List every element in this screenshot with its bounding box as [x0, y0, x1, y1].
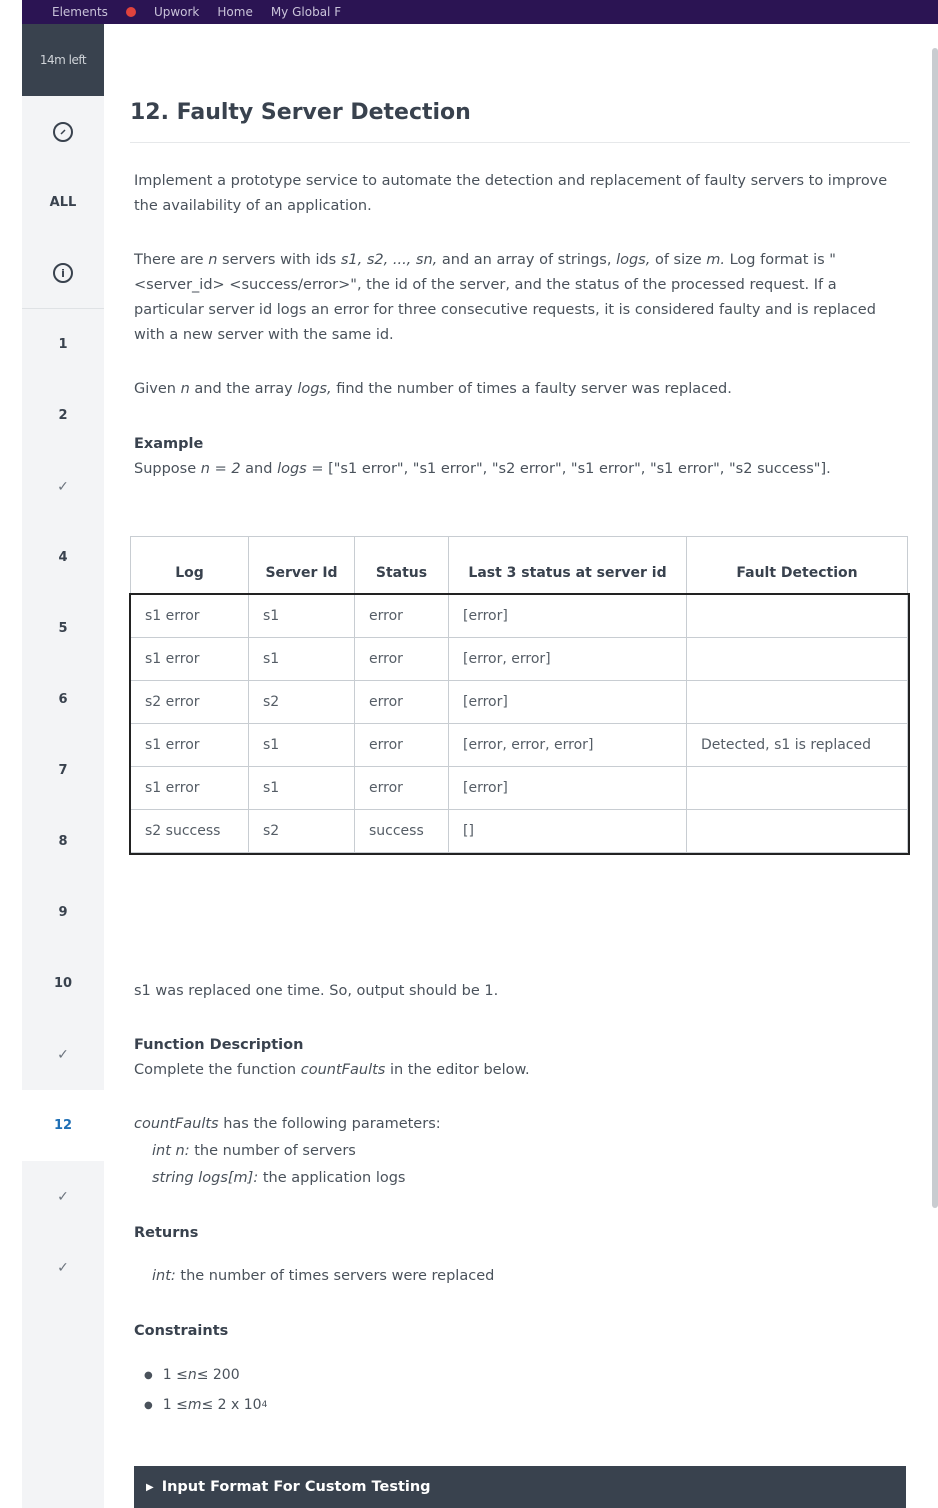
table-row	[131, 681, 908, 724]
example-heading: Example	[134, 436, 204, 452]
table-cell: s2	[249, 810, 355, 853]
question-number-item[interactable]: 5	[58, 621, 68, 636]
column-header: Log	[131, 537, 249, 595]
table-cell	[687, 767, 908, 810]
table-cell: s1 error	[131, 724, 249, 767]
table-cell	[687, 638, 908, 681]
table-cell: error	[355, 638, 449, 681]
table-cell	[687, 681, 908, 724]
question-list	[22, 309, 104, 1303]
table-cell: s1	[249, 595, 355, 638]
table-cell: s1 error	[131, 595, 249, 638]
table-cell: [error, error]	[449, 638, 687, 681]
constraint-m: ● 1 ≤ m ≤ 2 x 10 4	[144, 1397, 268, 1413]
info-icon[interactable]: i	[22, 238, 104, 309]
parameters-intro: countFaults has the following parameters:	[134, 1116, 441, 1132]
table-cell: Detected, s1 is replaced	[687, 724, 908, 767]
question-number-item[interactable]: 9	[58, 905, 68, 920]
problem-scrollbar[interactable]	[932, 48, 938, 1208]
table-cell: s1 error	[131, 767, 249, 810]
constraint-n: ● 1 ≤ n ≤ 200	[144, 1367, 240, 1383]
column-header: Fault Detection	[687, 537, 908, 595]
table-row	[131, 810, 908, 853]
bookmark-red-icon	[126, 7, 136, 17]
column-header: Status	[355, 537, 449, 595]
question-number-item[interactable]: 8	[58, 834, 68, 849]
function-description-heading: Function Description	[134, 1037, 304, 1053]
column-header: Server Id	[249, 537, 355, 595]
table-cell: [error, error, error]	[449, 724, 687, 767]
accordion-label: Input Format For Custom Testing	[161, 1479, 431, 1495]
table-body	[131, 595, 908, 853]
returns-heading: Returns	[134, 1225, 199, 1241]
table-cell	[687, 810, 908, 853]
bookmark-global[interactable]: My Global F	[270, 5, 342, 19]
table-cell: s1	[249, 724, 355, 767]
question-number-item[interactable]: 12	[22, 1090, 104, 1161]
table-cell	[687, 595, 908, 638]
bookmark-home[interactable]: Home	[217, 5, 253, 19]
servers-paragraph: There are n servers with ids s1, s2, ..., sn, and an array of strings, logs, of size m. Log format is "<server_id> <success/error>", the id of the server, and the status of the processed request. If a particular server id logs an error for three consecutive requests, it is considered faulty and is replaced with a new server with the same id.	[134, 252, 876, 343]
page-title: 12. Faulty Server Detection	[130, 100, 471, 125]
title-divider	[130, 142, 910, 143]
parameter-logs: string logs[m]: the application logs	[152, 1170, 406, 1186]
parameter-n: int n: the number of servers	[152, 1143, 356, 1159]
table-cell: s2 success	[131, 810, 249, 853]
question-number-item[interactable]: 7	[58, 763, 68, 778]
input-format-accordion[interactable]	[134, 1466, 906, 1508]
bookmark-elements[interactable]: Elements	[52, 5, 108, 19]
table-cell: error	[355, 767, 449, 810]
table-cell: s2	[249, 681, 355, 724]
question-number-item[interactable]: 4	[58, 550, 68, 565]
table-cell: error	[355, 681, 449, 724]
bookmark-upwork[interactable]: Upwork	[153, 5, 200, 19]
table-cell: []	[449, 810, 687, 853]
question-completed-check[interactable]: ✓	[57, 1259, 69, 1276]
table-cell: s1	[249, 638, 355, 681]
compass-icon[interactable]	[22, 96, 104, 167]
constraints-heading: Constraints	[134, 1323, 229, 1339]
all-questions-button[interactable]: ALL	[49, 195, 77, 210]
function-description-text: Complete the function countFaults in the editor below.	[134, 1062, 530, 1078]
table-cell: s1	[249, 767, 355, 810]
problem-panel	[104, 24, 938, 1508]
question-completed-check[interactable]: ✓	[57, 1046, 69, 1063]
example-table	[130, 536, 908, 853]
table-cell: [error]	[449, 595, 687, 638]
table-row	[131, 638, 908, 681]
question-number-item[interactable]: 2	[58, 408, 68, 423]
question-completed-check[interactable]: ✓	[57, 1188, 69, 1205]
example-text: Suppose n = 2 and logs = ["s1 error", "s1 error", "s2 error", "s1 error", "s1 error", "s2 success"].	[134, 461, 831, 477]
question-number-item[interactable]: 1	[58, 337, 68, 352]
constraints-list	[144, 1360, 267, 1420]
table-row	[131, 595, 908, 638]
table-cell: [error]	[449, 681, 687, 724]
question-number-item[interactable]: 10	[53, 976, 73, 991]
column-header: Last 3 status at server id	[449, 537, 687, 595]
table-cell: success	[355, 810, 449, 853]
table-row	[131, 724, 908, 767]
table-cell: s2 error	[131, 681, 249, 724]
returns-text: int: the number of times servers were replaced	[152, 1268, 495, 1284]
question-completed-check[interactable]: ✓	[57, 478, 69, 495]
expand-triangle-icon: ▶	[146, 1481, 154, 1493]
table-row	[131, 767, 908, 810]
task-paragraph: Given n and the array logs, find the number of times a faulty server was replaced.	[134, 381, 732, 397]
timer: 14m left	[22, 24, 104, 96]
table-cell: error	[355, 724, 449, 767]
browser-bookmarks-bar	[22, 0, 938, 24]
table-cell: [error]	[449, 767, 687, 810]
table-cell: error	[355, 595, 449, 638]
intro-paragraph: Implement a prototype service to automate the detection and replacement of faulty servers to improve the availability of an application.	[134, 173, 888, 214]
table-cell: s1 error	[131, 638, 249, 681]
question-number-item[interactable]: 6	[58, 692, 68, 707]
result-text: s1 was replaced one time. So, output should be 1.	[134, 983, 499, 999]
question-sidebar	[22, 24, 104, 1508]
